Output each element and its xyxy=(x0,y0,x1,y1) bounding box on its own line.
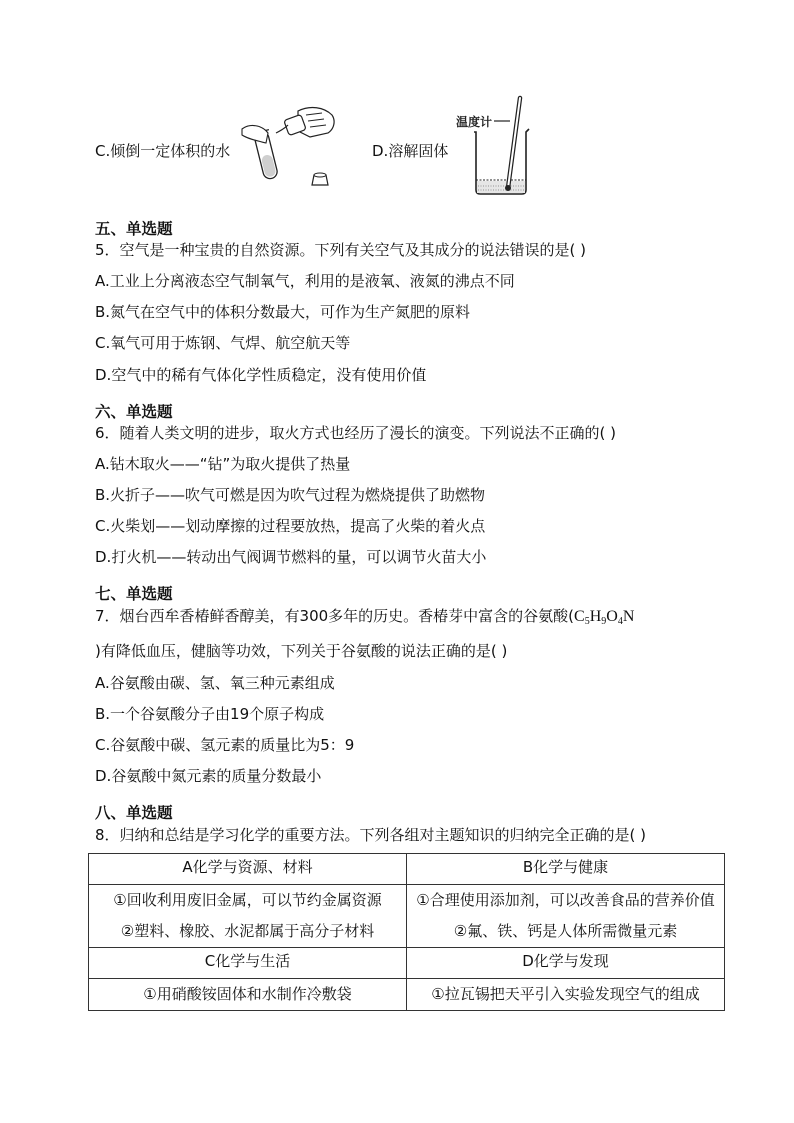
a-item-2: ②塑料、橡胶、水泥都属于高分子材料 xyxy=(120,922,375,940)
table-row xyxy=(89,948,725,979)
cell-b-title: B化学与健康 xyxy=(407,854,725,885)
cell-c-title: C化学与生活 xyxy=(89,948,407,979)
a-item-1: ①回收利用废旧金属，可以节约金属资源 xyxy=(113,891,382,909)
pour-water-illustration xyxy=(236,103,340,191)
cell-d-items xyxy=(407,979,725,1011)
thermometer-label: 温度计 xyxy=(456,115,493,129)
q7-option-b: B.一个谷氨酸分子由19个原子构成 xyxy=(95,705,325,723)
q6-option-d: D.打火机——转动出气阀调节燃料的量，可以调节火苗大小 xyxy=(95,548,487,566)
table-row xyxy=(89,979,725,1011)
cell-a-items xyxy=(89,885,407,948)
cell-d-title: D化学与发现 xyxy=(407,948,725,979)
summary-table xyxy=(88,853,725,1011)
glutamic-acid-formula: $C_5H_9O_4N$ xyxy=(574,608,635,627)
q5-option-b: B.氮气在空气中的体积分数最大，可作为生产氮肥的原料 xyxy=(95,303,471,321)
table-row xyxy=(89,854,725,885)
d-item-1: ①拉瓦锡把天平引入实验发现空气的组成 xyxy=(431,985,700,1003)
option-d-label: D.溶解固体 xyxy=(372,142,449,160)
section-7-heading: 七、单选题 xyxy=(95,585,173,603)
section-8-heading: 八、单选题 xyxy=(95,804,173,822)
question-5: 5．空气是一种宝贵的自然资源。下列有关空气及其成分的说法错误的是( ) xyxy=(95,241,587,259)
q5-option-d: D.空气中的稀有气体化学性质稳定，没有使用价值 xyxy=(95,366,427,384)
q5-option-c: C.氧气可用于炼钢、气焊、航空航天等 xyxy=(95,334,351,352)
question-6: 6．随着人类文明的进步，取火方式也经历了漫长的演变。下列说法不正确的( ) xyxy=(95,424,617,442)
question-7-text: 7．烟台西牟香椿鲜香醇美，有300多年的历史。香椿芽中富含的谷氨酸( xyxy=(95,607,575,625)
dissolve-solid-illustration xyxy=(452,94,536,198)
section-5-heading: 五、单选题 xyxy=(95,220,173,238)
question-7-line1 xyxy=(95,606,634,632)
cell-a-title: A化学与资源、材料 xyxy=(89,854,407,885)
b-item-1: ①合理使用添加剂，可以改善食品的营养价值 xyxy=(416,891,715,909)
question-8: 8．归纳和总结是学习化学的重要方法。下列各组对主题知识的归纳完全正确的是( ) xyxy=(95,826,647,844)
q6-option-a: A.钻木取火——“钻”为取火提供了热量 xyxy=(95,455,351,473)
question-7-line2: )有降低血压，健脑等功效，下列关于谷氨酸的说法正确的是( ) xyxy=(95,642,508,660)
q6-option-b: B.火折子——吹气可燃是因为吹气过程为燃烧提供了助燃物 xyxy=(95,486,486,504)
q7-option-c: C.谷氨酸中碳、氢元素的质量比为5：9 xyxy=(95,736,355,754)
b-item-2: ②氟、铁、钙是人体所需微量元素 xyxy=(453,922,678,940)
cell-c-items xyxy=(89,979,407,1011)
c-item-1: ①用硝酸铵固体和水制作冷敷袋 xyxy=(143,985,352,1003)
option-c-label: C.倾倒一定体积的水 xyxy=(95,142,231,160)
q7-option-d: D.谷氨酸中氮元素的质量分数最小 xyxy=(95,767,322,785)
q5-option-a: A.工业上分离液态空气制氧气，利用的是液氧、液氮的沸点不同 xyxy=(95,272,515,290)
q7-option-a: A.谷氨酸由碳、氢、氧三种元素组成 xyxy=(95,674,335,692)
table-row xyxy=(89,885,725,948)
q6-option-c: C.火柴划——划动摩擦的过程要放热，提高了火柴的着火点 xyxy=(95,517,486,535)
cell-b-items xyxy=(407,885,725,948)
section-6-heading: 六、单选题 xyxy=(95,403,173,421)
